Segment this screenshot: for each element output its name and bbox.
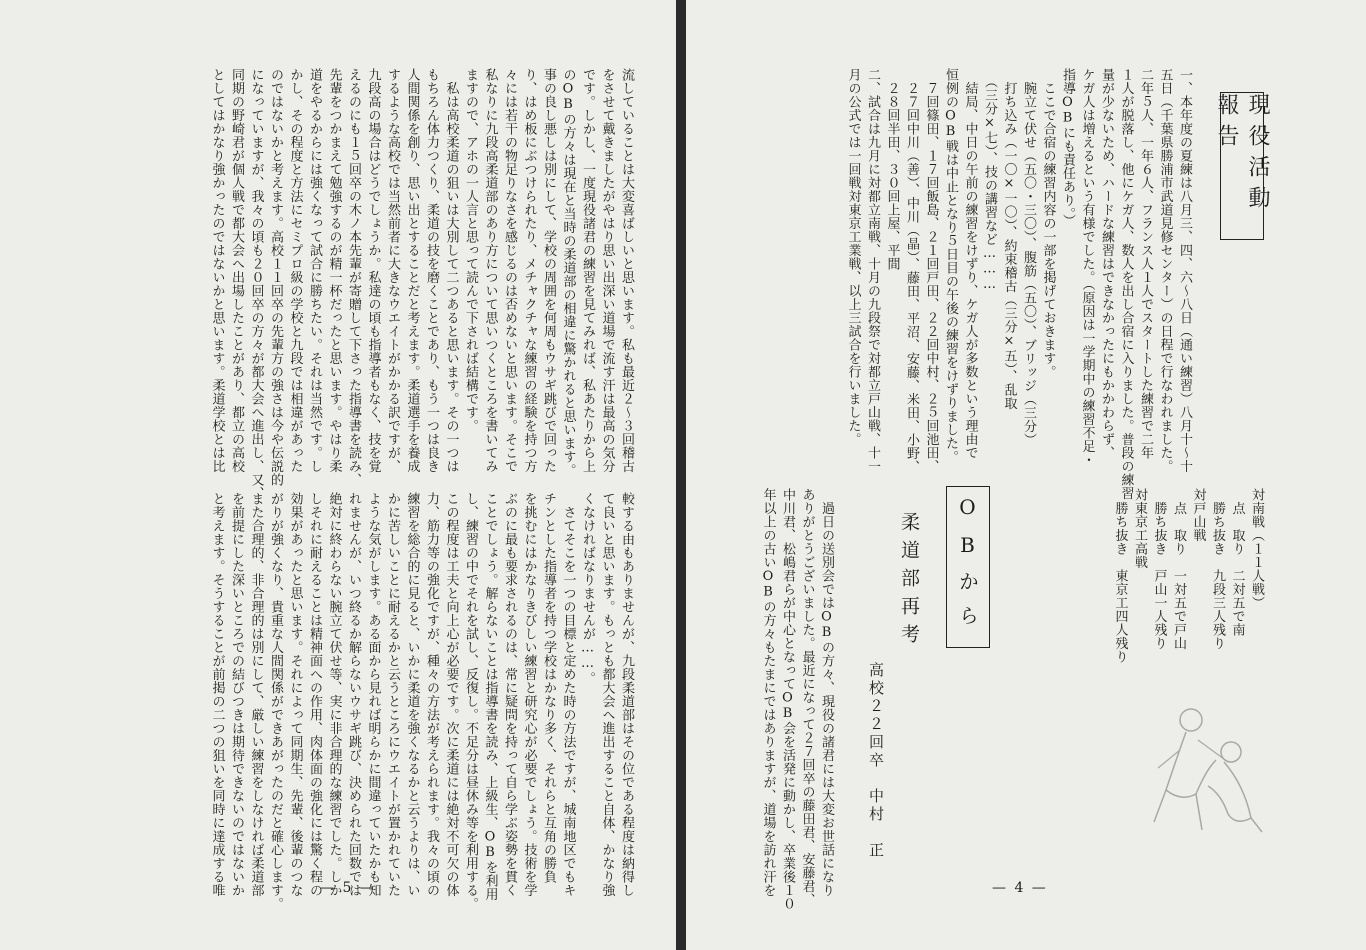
book-gutter: [676, 0, 686, 950]
left-page-top-text: 流していることは大変喜ばしいと思います。私も最近２〜３回稽古 をさせて戴きましたがやはり思い出深い道場で流す汗は最高の気分 です。しかし、一度現役諸君の練習を見てみれば、私あたりから上 のOBの方々は現在と当時の柔道部の相違に驚かれると思います。 事の良し悪しは別にして、学校の周囲を何周もウサギ跳びで回った り、はめ板にぶつけられたり、メチャクチャな練習の経験を持つ方 々には若干の物足りなさを感じるのは否めないと思います。そこで 私なりに九段高柔道部のあり方について思いつくところを書いてみ ますので、アホの一人言と思って読んで下されば結構です。 私は高校柔道の狙いは大別して二つあると思います。その一つは もちろん体力つくり、柔道の技を磨くことであり、もう一つは良き 人間関係を創り、思い出とすることだと考えます。柔道選手を養成 するような高校では当然前者に大きなウエイトがかかる訳ですが、 九段高の場合はどうでしょうか。私達の頃も指導者もなく、技を覚 えるのにも１５回卒の木ノ本先輩が寄贈して下さった指導書を読み、 先輩をつかまえて勉強するのが精一杯だったと思います。やはり柔 道をやるからには強くなって試合に勝ちたい。それは当然です。し かし、その程度と方法にセミプロ級の学校と九段では相違があった のではないかと考えます。高校１１回卒の先輩方の強さは今や伝説的 になっていますが、我々の頃も２０回卒の方々が都大会へ進出し、又、 同期の野崎君が個人戦で都大会へ出場したことがあり、都立の高校 としてはかなり強かったのではないかと思います。柔道学校とは比: [209, 68, 634, 500]
page-number-right: — 4 —: [992, 880, 1048, 896]
section-title-ob: OBから: [946, 486, 990, 648]
article-title: 柔道部再考: [898, 512, 920, 652]
activity-report-text: 一、本年度の夏練は八月三、四、六〜八日（通い練習）八月十〜十 五日（千葉県勝浦市武道見修センター）の日程で行なわれました。 二年５人、一年６人、フランス人１人でスタートした練習で二年 １人が脱落し、他にケガ人、数人を出し合宿に入りました。普段の練習 量が少ないため、ハードな練習はできなかったにもかかわらず、 ケガ人は増えるという有様でした。（原因は一学期中の練習不足・ 指導OBにも責任あり。） ここで合宿の練習内容の一部を掲げておきます。 腕立て伏せ（五〇・三〇）、腹筋（五〇）、ブリッジ（三分） 打ち込み（一〇×一〇）、約束稽古（三分×五）、乱取 （三分×七）、技の講習など……… 結局、中日の午前の練習をけずり、ケガ人が多数という理由で 恒例のOB戦は中止となり５日目の午後の練習をけずりました。 ７回篠田、１７回飯島、２１回戸田、２２回中村、２５回池田、 ２７回中川（善）、中川（晶）、藤田、平沼、安藤、米田、小野、 ２８回半田、３０回上屋、平間 二、試合は九月に対都立南戦、十月の九段祭で対都立戸山戦、十一 月の公式では一回戦対東京工業戦、以上三試合を行いました。: [845, 68, 1192, 500]
page-right: [686, 0, 1366, 950]
page-number-left: — 5 —: [320, 880, 376, 896]
match-results-list: 対南戦（１１人戦） 点 取り 二対五で南 勝ち抜き 九段三人残り 対戸山戦 点 取り 一対五で戸山 勝ち抜き 戸山一人残り 対東京工高戦 勝ち抜き 東京工四人残り: [1112, 488, 1264, 664]
article-intro-text: 過日の送別会ではOBの方々、現役の諸君には大変お世話になり ありがとうございました。最近になって２７回卒の藤田君、安藤君、 中川君、松嶋君らが中心となってOB会を活発に動かし、卒業後１０ 年以上の古いOBの方々もたまにではありますが、道場を訪れ汗を: [760, 488, 834, 911]
page-left: [0, 0, 676, 950]
article-byline: 高校２２回卒 中村 正: [867, 662, 885, 860]
judo-throw-illustration-icon: [1136, 690, 1276, 840]
section-title-current-activities: 現役活動報告: [1220, 92, 1264, 240]
left-page-bottom-text: 較する由もありませんが、九段柔道部はその位である程度は納得し て良いと思います。もっとも都大会へ進出すること自体、かなり強 くなければなりませんが……。 さてそこを一つの目標と定めた時の方法ですが、城南地区でもキ チンとした指導者を持つ学校はかなり多く、それらと互角の勝負 を挑むにはかなりきびしい練習と研究心が必要でしょう。技術を学 ぶのに最も要求されるのは、常に疑問を持って自ら学ぶ姿勢を貫く ことでしょう。解らないことは指導書を読み、上級生、OBを利用 し、練習の中でそれを試し、反復し。不足分は昼休み等を利用する。 この程度は工夫と向上心が必要です。次に柔道には絶対不可欠の体 力、筋力等の強化ですが、種々の方法が考えられます。我々の頃の 練習を総合的に見ると、いかに柔道を強くなるかと云うよりは、い かに苦しいことに耐えるかと云うところにウエイトが置かれていた ような気がします。ある面から見れば明らかに間違っていたかも知 れませんが、いつ終るか解らないウサギ跳び、決められた回数では 絶対に終わらない腕立て伏せ等、実に非合理的な練習でした。しか しそれに耐えることは精神面への作用、肉体面の強化には驚く程の 効果があったと思います。それによって同期生、先輩、後輩のつな がりが強くなり、貴重な人間関係ができあがったのだと確心します。 また合理的、非合理的は別にして、厳しい練習をしなければ柔道部 を前提にした深いところでの結びつきは期待できないのではないか と考えます。そうすることが前掲の二つの狙いを同時に達成する唯: [209, 492, 634, 911]
